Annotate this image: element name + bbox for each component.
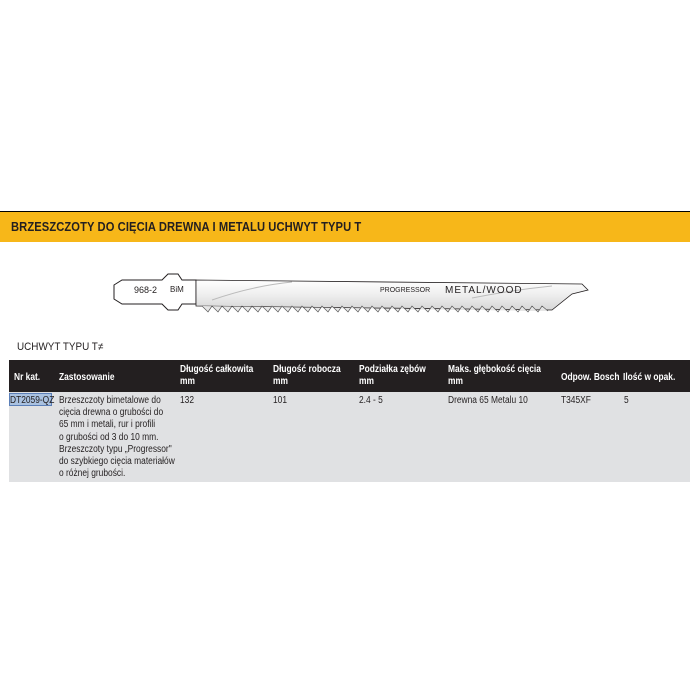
- header-nr: Nr kat.: [14, 372, 41, 383]
- holder-type-heading: UCHWYT TYPU T≠: [17, 341, 104, 353]
- cell-total-length: 132: [180, 395, 195, 406]
- table-row: [9, 392, 690, 482]
- header-bosch: Odpow. Bosch: [561, 372, 620, 383]
- header-max-depth: Maks. głębokość cięcia mm: [448, 364, 541, 387]
- blade-series: PROGRESSOR: [380, 287, 431, 294]
- product-table: [9, 360, 690, 482]
- cell-bosch: T345XF: [561, 395, 591, 406]
- cell-work-length: 101: [273, 395, 288, 406]
- cell-qty: 5: [624, 395, 629, 406]
- banner-title: BRZESZCZOTY DO CIĘCIA DREWNA I METALU UCHWYT TYPU T: [11, 219, 362, 234]
- cell-tooth-pitch: 2.4 - 5: [359, 395, 383, 406]
- table-header: [9, 360, 690, 392]
- blade-application: METAL/WOOD: [445, 285, 523, 296]
- header-qty: Ilość w opak.: [623, 372, 676, 383]
- blade-material: BiM: [170, 285, 184, 294]
- header-total-length: Długość całkowita mm: [180, 364, 254, 387]
- cell-description: Brzeszczoty bimetalowe do cięcia drewna o grubości do 65 mm i metali, rur i profili o grubości od 3 do 10 mm. Brzeszczoty typu „Progressor" do szybkiego cięcia materiałów o różnej grubości.: [59, 395, 175, 480]
- header-tooth-pitch: Podziałka zębów mm: [359, 364, 426, 387]
- cell-max-depth: Drewna 65 Metalu 10: [448, 395, 528, 406]
- cell-catalog-number[interactable]: DT2059-QZ: [10, 395, 55, 406]
- header-work-length: Długość robocza mm: [273, 364, 341, 387]
- header-use: Zastosowanie: [59, 372, 115, 383]
- blade-code: 968-2: [134, 285, 158, 295]
- jigsaw-blade-illustration: [112, 268, 592, 318]
